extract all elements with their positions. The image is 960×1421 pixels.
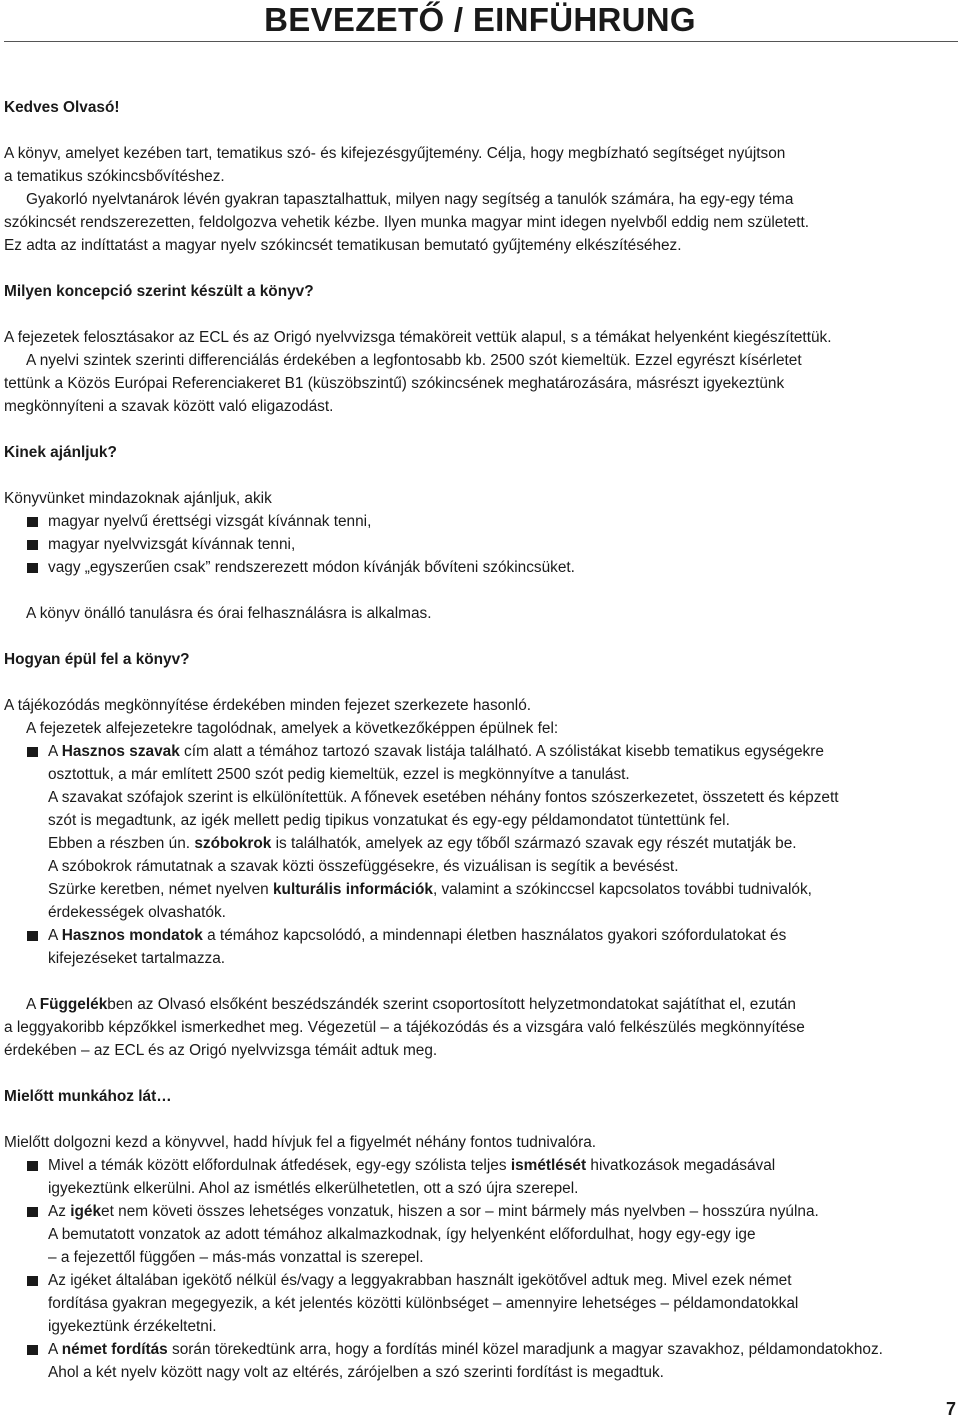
intro-line: A könyv, amelyet kezében tart, tematikus szó- és kifejezésgyűjtemény. Célja, hogy megbízható segítséget nyújtson bbox=[4, 145, 786, 162]
document-body bbox=[4, 96, 954, 1384]
page-title: BEVEZETŐ / EINFÜHRUNG bbox=[264, 1, 696, 38]
list-item: magyar nyelvű érettségi vizsgát kívánnak tenni, bbox=[4, 510, 954, 533]
intro-line: Ez adta az indíttatást a magyar nyelv szókincsét tematikusan bemutató gyűjtemény elkészítéséhez. bbox=[4, 237, 682, 254]
list-item: Az igéket nem követi összes lehetséges vonzatuk, hiszen a sor – mint bármely más nyelvben – hosszúra nyúlna. A bemutatott vonzatok az adott témához alkalmazkodnak, így helyenként előfordulhat, hogy egy-egy ige – a fejezettől függően – más-más vonzattal is szerepel. bbox=[4, 1200, 954, 1269]
square-bullet-icon bbox=[27, 1345, 38, 1355]
audience-heading: Kinek ajánljuk? bbox=[4, 444, 117, 461]
square-bullet-icon bbox=[27, 1161, 38, 1171]
square-bullet-icon bbox=[27, 1276, 38, 1286]
structure-line: A fejezetek alfejezetekre tagolódnak, amelyek a következőképpen épülnek fel: bbox=[26, 720, 559, 737]
structure-heading: Hogyan épül fel a könyv? bbox=[4, 651, 190, 668]
list-item: A német fordítás során törekedtünk arra, hogy a fordítás minél közel maradjunk a magyar szavakhoz, példamondatokhoz. Ahol a két nyelv között nagy volt az eltérés, zárójelben a szó szerinti fordítást is megadtuk. bbox=[4, 1338, 954, 1384]
square-bullet-icon bbox=[27, 540, 38, 550]
audience-list bbox=[4, 510, 954, 579]
concept-line: megkönnyíteni a szavak között való eligazodást. bbox=[4, 398, 334, 415]
concept-line: tettünk a Közös Európai Referenciakeret B1 (küszöbszintű) szókincsének meghatározására, másrészt igyekeztünk bbox=[4, 375, 785, 392]
square-bullet-icon bbox=[27, 1207, 38, 1217]
before-list bbox=[4, 1154, 954, 1384]
square-bullet-icon bbox=[27, 931, 38, 941]
concept-heading: Milyen koncepció szerint készült a könyv? bbox=[4, 283, 314, 300]
before-lead: Mielőtt dolgozni kezd a könyvvel, hadd hívjuk fel a figyelmét néhány fontos tudnivalóra. bbox=[4, 1134, 597, 1151]
square-bullet-icon bbox=[27, 563, 38, 573]
audience-closing: A könyv önálló tanulásra és órai felhasználásra is alkalmas. bbox=[26, 605, 432, 622]
intro-line: szókincsét rendszerezetten, feldolgozva vehetik kézbe. Ilyen munka magyar mint idegen nyelvből eddig nem született. bbox=[4, 214, 810, 231]
list-item: A Hasznos szavak cím alatt a témához tartozó szavak listája található. A szólistákat kisebb tematikus egységekre osztottuk, a már említett 2500 szót pedig kiemeltük, ezzel is megkönnyítve a tanulást. A szavakat szófajok szerint is elkülönítettük. A főnevek esetében néhány fontos szószerkezetet, összetett és képzett szót is megadtunk, az igék mellett pedig tipikus vonzatukat és egy-egy példamondatot tüntettünk fel. Ebben a részben ún. szóbokrok is találhatók, amelyek az egy tőből származó szavak egy részét mutatják be. A szóbokrok rámutatnak a szavak közti összefüggésekre, és vizuálisan is segítik a bevésést. Szürke keretben, német nyelven kulturális információk, valamint a szókinccsel kapcsolatos további tudnivalók, érdekességek olvashatók. bbox=[4, 740, 954, 924]
appendix-paragraph: A Függelékben az Olvasó elsőként beszédszándék szerint csoportosított helyzetmondatokat sajátíthat el, ezután a leggyakoribb képzőkkel ismerkedhet meg. Végezetül – a tájékozódás és a vizsgára való felkészülés megkönnyítése érdekében – az ECL és az Origó nyelvvizsga témáit adtuk meg. bbox=[4, 996, 805, 1059]
before-heading: Mielőtt munkához lát… bbox=[4, 1088, 172, 1105]
list-item: Mivel a témák között előfordulnak átfedések, egy-egy szólista teljes ismétlését hivatkozások megadásával igyekeztünk elkerülni. Ahol az ismétlés elkerülhetetlen, ott a szó újra szerepel. bbox=[4, 1154, 954, 1200]
greeting: Kedves Olvasó! bbox=[4, 99, 120, 116]
page-number: 7 bbox=[945, 1399, 956, 1419]
concept-line: A fejezetek felosztásakor az ECL és az Origó nyelvvizsga témaköreit vettük alapul, s a témákat helyenként kiegészítettük. bbox=[4, 329, 832, 346]
square-bullet-icon bbox=[27, 517, 38, 527]
concept-section bbox=[4, 326, 954, 418]
intro-line: a tematikus szókincsbővítéshez. bbox=[4, 168, 225, 185]
list-item: A Hasznos mondatok a témához kapcsolódó, a mindennapi életben használatos gyakori szófordulatokat és kifejezéseket tartalmazza. bbox=[4, 924, 954, 970]
intro-line: Gyakorló nyelvtanárok lévén gyakran tapasztalhattuk, milyen nagy segítség a tanulók számára, ha egy-egy téma bbox=[26, 191, 794, 208]
audience-lead: Könyvünket mindazoknak ajánljuk, akik bbox=[4, 490, 272, 507]
title-rule bbox=[4, 41, 958, 42]
square-bullet-icon bbox=[27, 747, 38, 757]
structure-list bbox=[4, 740, 954, 970]
structure-line: A tájékozódás megkönnyítése érdekében minden fejezet szerkezete hasonló. bbox=[4, 697, 532, 714]
list-item: magyar nyelvvizsgát kívánnak tenni, bbox=[4, 533, 954, 556]
list-item: vagy „egyszerűen csak” rendszerezett módon kívánják bővíteni szókincsüket. bbox=[4, 556, 954, 579]
intro-section bbox=[4, 142, 954, 257]
concept-line: A nyelvi szintek szerinti differenciálás érdekében a legfontosabb kb. 2500 szót kiemeltük. Ezzel egyrészt kísérletet bbox=[26, 352, 802, 369]
list-item: Az igéket általában igekötő nélkül és/vagy a leggyakrabban használt igekötővel adtuk meg. Mivel ezek német fordítása gyakran megegyezik, a két jelentés közötti különbséget – amennyire lehetséges – példamondatokkal igyekeztünk érzékeltetni. bbox=[4, 1269, 954, 1338]
